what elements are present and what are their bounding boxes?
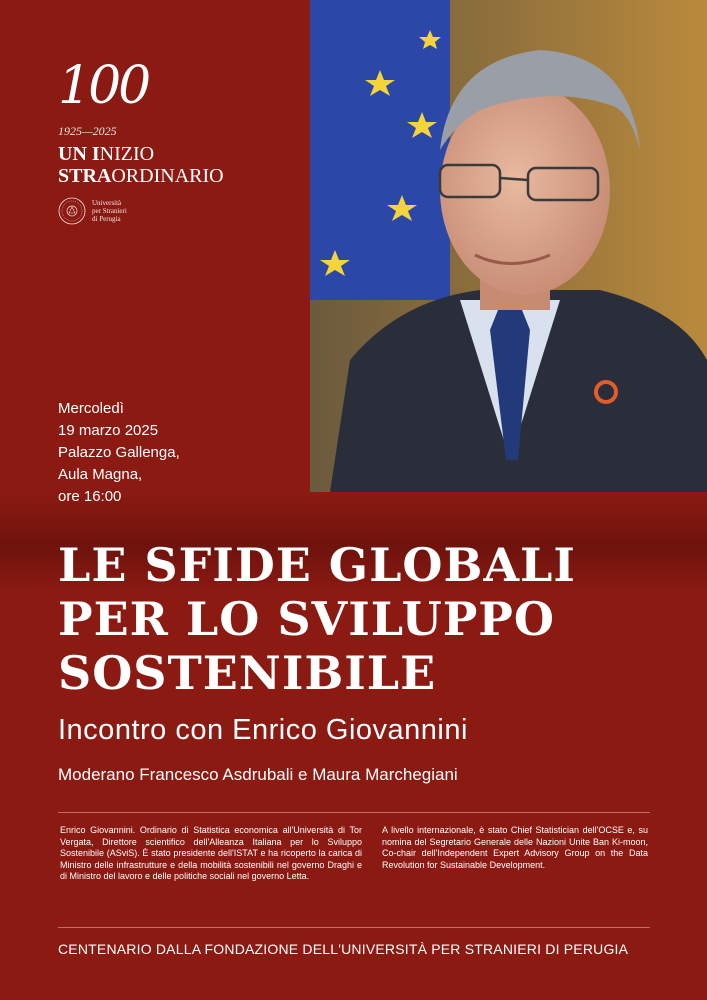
logo-tagline-1-rest: NIZIO (99, 143, 155, 165)
event-details (58, 398, 180, 508)
university-name-line: Università (92, 199, 122, 207)
event-date: 19 marzo 2025 (58, 422, 159, 439)
portrait-illustration (310, 0, 707, 492)
logo-tagline-1-bold: UN I (58, 143, 100, 165)
title-line: LE SFIDE GLOBALI (58, 538, 576, 592)
bio-column-2: A livello internazionale, è stato Chief Statistician dell'OCSE e, su nomina del Segretario Generale delle Nazioni Unite Ban Ki-moon, Co-chair dell'Independent Expert Advisory Group on the Data Revolution for Sustainable Development. (382, 825, 648, 870)
divider (58, 812, 650, 813)
centenary-logo (58, 56, 224, 225)
event-venue: Palazzo Gallenga, (58, 444, 180, 461)
university-seal-icon (58, 197, 86, 225)
event-day: Mercoledì (58, 400, 124, 417)
footer-centenary: CENTENARIO DALLA FONDAZIONE DELL'UNIVERSITÀ PER STRANIERI DI PERUGIA (58, 941, 629, 957)
speaker-portrait-photo (310, 0, 707, 492)
poster-subtitle: Incontro con Enrico Giovannini (58, 714, 468, 746)
event-time: ore 16:00 (58, 488, 122, 505)
logo-number: 100 (58, 56, 149, 116)
logo-tagline-2-rest: ORDINARIO (111, 165, 224, 187)
university-name-line: di Perugia (92, 215, 121, 223)
logo-tagline-2-bold: STRA (58, 165, 112, 187)
event-room: Aula Magna, (58, 466, 143, 483)
title-line: PER LO SVILUPPO (58, 592, 555, 646)
university-name-line: per Stranieri (92, 207, 127, 215)
bio-column-1: Enrico Giovannini. Ordinario di Statistica economica all'Università di Tor Vergata, Direttore scientifico dell'Alleanza Italiana per lo Sviluppo Sostenibile (ASviS). È stato presidente dell'ISTAT e ha ricoperto la carica di Ministro delle infrastrutture e della mobilità sostenibili nel governo Draghi e di Ministro del lavoro e delle politiche sociali nel governo Letta. (60, 825, 362, 881)
title-line: SOSTENIBILE (58, 646, 437, 700)
university-name (92, 199, 127, 223)
logo-years: 1925—2025 (58, 124, 117, 138)
logo-tagline-2 (58, 165, 224, 187)
logo-tagline-1 (58, 143, 224, 165)
university-mark (58, 197, 224, 225)
poster-title (58, 538, 698, 700)
divider (58, 927, 650, 928)
moderators: Moderano Francesco Asdrubali e Maura Marchegiani (58, 765, 458, 784)
